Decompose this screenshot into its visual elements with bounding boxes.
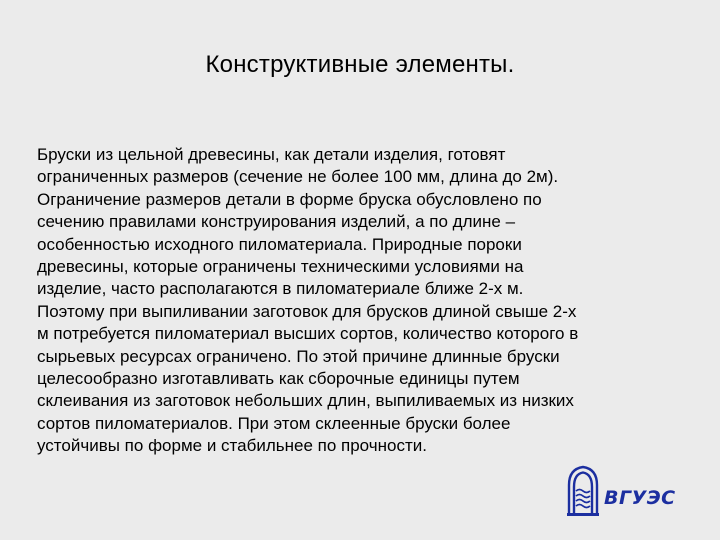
paragraph-line: изделие, часто располагаются в пиломатериале ближе 2-х м.: [37, 279, 524, 299]
slide-title: Конструктивные элементы.: [205, 51, 515, 78]
university-emblem-icon: [566, 465, 600, 517]
paragraph-line: Ограничение размеров детали в форме бруска обусловлено по: [37, 189, 542, 209]
paragraph-line: Бруски из цельной древесины, как детали изделия, готовят: [37, 145, 506, 164]
paragraph-line: особенностью исходного пиломатериала. Природные пороки: [37, 234, 522, 254]
paragraph-line: Поэтому при выпиливании заготовок для брусков длиной свыше 2-х: [37, 301, 577, 321]
paragraph-line: целесообразно изготавливать как сборочные единицы путем: [37, 369, 520, 389]
paragraph-line: сечению правилами конструирования изделий, а по длине –: [37, 212, 516, 232]
paragraph-line: древесины, которые ограничены техническими условиями на: [37, 257, 524, 277]
paragraph-line: м потребуется пиломатериал высших сортов, количество которого в: [37, 324, 579, 344]
logo-text: ВГУЭС: [604, 487, 676, 509]
body-paragraph: [37, 144, 691, 458]
university-logo: [566, 465, 678, 521]
paragraph-line: сортов пиломатериалов. При этом склеенные бруски более: [37, 413, 511, 433]
paragraph-line: склеивания из заготовок небольших длин, выпиливаемых из низких: [37, 391, 574, 411]
paragraph-line: ограниченных размеров (сечение не более 100 мм, длина до 2м).: [37, 167, 559, 187]
paragraph-line: устойчивы по форме и стабильнее по прочности.: [37, 436, 427, 456]
paragraph-line: сырьевых ресурсах ограничено. По этой причине длинные бруски: [37, 346, 560, 366]
